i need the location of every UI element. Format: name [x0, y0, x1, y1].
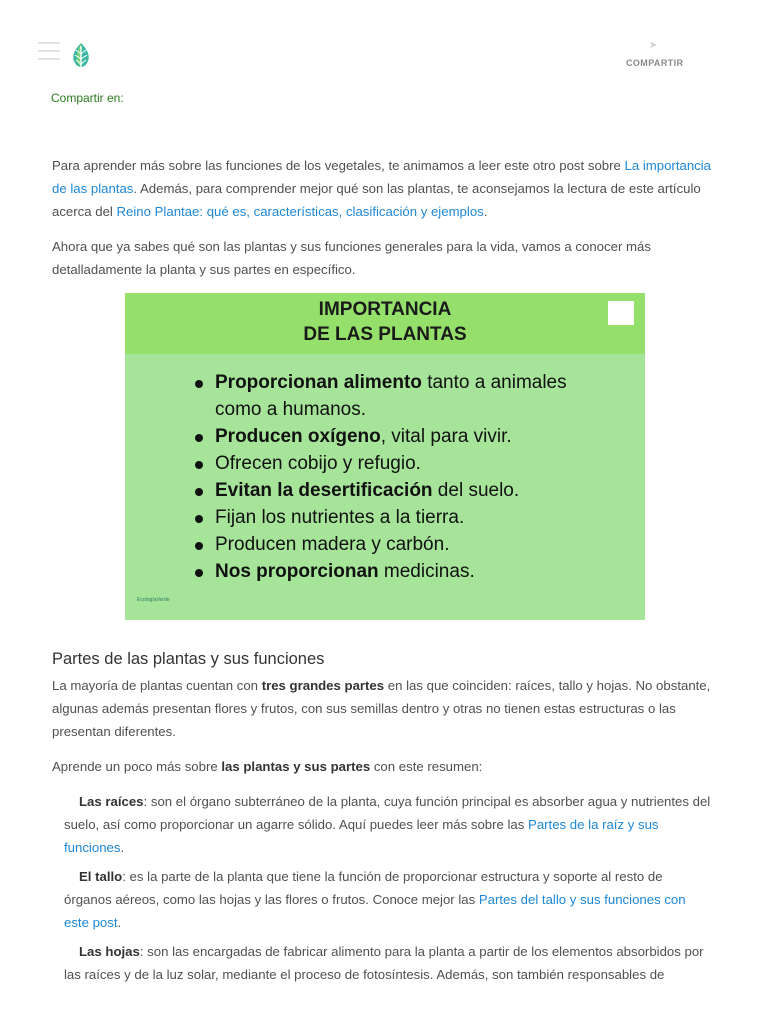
article-body: [52, 154, 712, 992]
list-item: Fijan los nutrientes a la tierra.: [195, 504, 645, 531]
title-line-2: DE LAS PLANTAS: [303, 324, 467, 345]
text: .: [483, 204, 488, 219]
list-item: Nos proporcionan medicinas.: [195, 558, 645, 585]
infographic-importancia: [125, 293, 645, 620]
share-button[interactable]: COMPARTIR: [626, 58, 684, 68]
infographic-title: [125, 293, 645, 354]
white-square: [608, 301, 634, 325]
list-item-hojas: Las hojas: son las encargadas de fabricar alimento para la planta a partir de los elementos absorbidos por las raíces y de la luz solar, mediante el proceso de fotosíntesis. Además, son también responsables de: [64, 944, 704, 982]
list-item-raices: Las raíces: son el órgano subterráneo de la planta, cuya función principal es absorber agua y nutrientes del suelo, así como proporcionar un agarre sólido. Aquí puedes leer más sobre las Partes de la raíz y sus funciones.: [64, 794, 711, 855]
menu-icon[interactable]: [38, 42, 60, 66]
text: . Además, para comprender mejor qué son las plantas, te aconsejamos la lectura de este artículo acerca del: [52, 181, 701, 219]
site-header: [0, 0, 768, 140]
leaf-logo-icon[interactable]: [70, 42, 92, 70]
section-paragraph-2: Aprende un poco más sobre las plantas y sus partes con este resumen:: [52, 759, 483, 774]
list-item: Evitan la desertificación del suelo.: [195, 477, 645, 504]
section-paragraph-1: La mayoría de plantas cuentan con tres grandes partes en las que coinciden: raíces, tallo y hojas. No obstante, algunas además presentan flores y frutos, con sus semillas dentro y otras no tienen estas estructuras o las presentan diferentes.: [52, 678, 711, 739]
share-on-label: Compartir en:: [51, 91, 124, 105]
link-reino-plantae[interactable]: Reino Plantae: qué es, características, clasificación y ejemplos: [116, 204, 484, 219]
intro-paragraph: [52, 154, 712, 223]
text: Para aprender más sobre las funciones de los vegetales, te animamos a leer este otro post sobre: [52, 158, 625, 173]
link-importancia-plantas[interactable]: La importancia de las plantas: [52, 158, 712, 196]
paragraph-2: Ahora que ya sabes qué son las plantas y sus funciones generales para la vida, vamos a conocer más detalladamente la planta y sus partes en específico.: [52, 239, 651, 277]
list-item: Producen madera y carbón.: [195, 531, 645, 558]
link-partes-raiz[interactable]: Partes de la raíz y sus funciones: [64, 817, 659, 855]
list-item: Producen oxígeno, vital para vivir.: [195, 423, 645, 450]
list-item: Proporcionan alimento tanto a animales: [195, 369, 645, 396]
title-line-1: IMPORTANCIA: [318, 299, 452, 320]
list-item-tallo: El tallo: es la parte de la planta que tiene la función de proporcionar estructura y soporte al resto de órganos aéreos, como las hojas y las flores o frutos. Conoce mejor las Partes del tallo y sus funciones con este post.: [64, 869, 686, 930]
watermark-logo: EcologíaVerde: [137, 597, 170, 603]
link-partes-tallo[interactable]: Partes del tallo y sus funciones con este post: [64, 892, 686, 930]
list-item: Ofrecen cobijo y refugio.: [195, 450, 645, 477]
section-title: Partes de las plantas y sus funciones: [52, 650, 325, 668]
parts-list: [64, 790, 712, 986]
list-item: como a humanos.: [215, 399, 367, 420]
share-icon[interactable]: ➤: [649, 40, 658, 51]
importance-list: [125, 354, 645, 585]
